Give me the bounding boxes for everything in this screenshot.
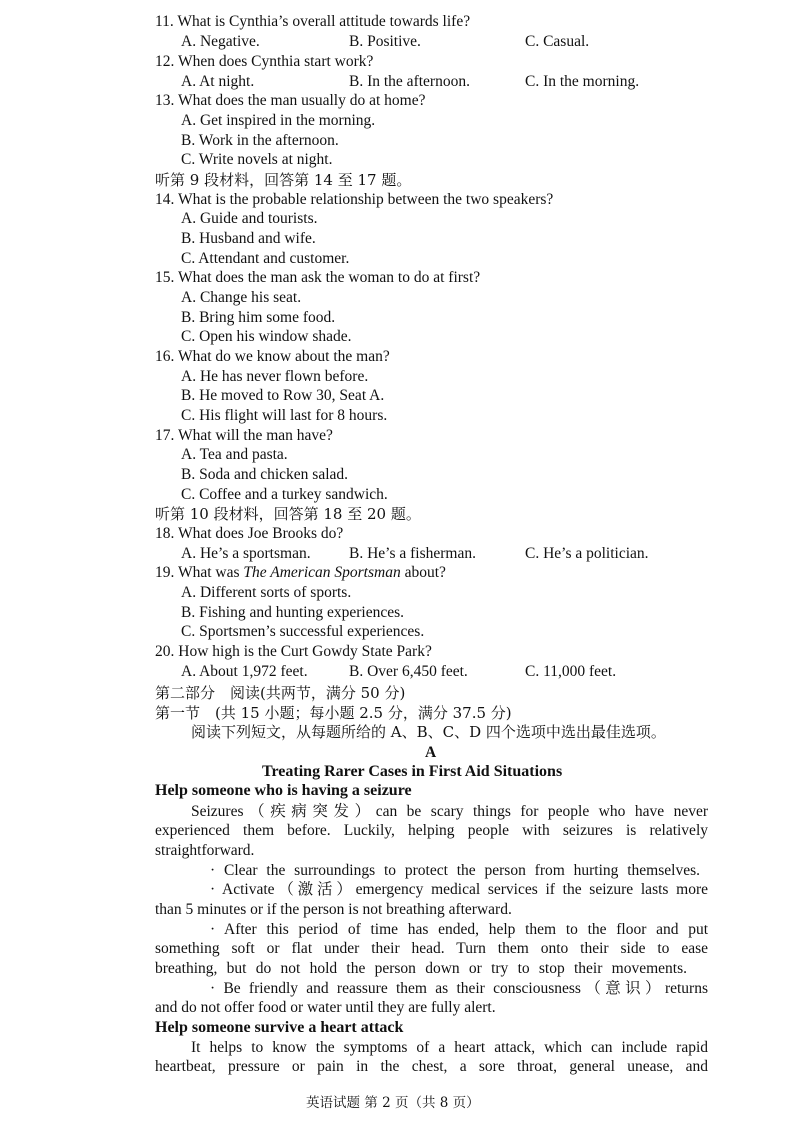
question-18-option-c: C. He’s a politician. xyxy=(525,545,649,562)
question-14-option-b: B. Husband and wife. xyxy=(181,230,316,247)
question-19-option-a: A. Different sorts of sports. xyxy=(181,584,352,601)
question-16-option-b: B. He moved to Row 30, Seat A. xyxy=(181,387,385,404)
section-heading-seizure: Help someone who is having a seizure xyxy=(155,782,412,799)
paragraph-1-line-3: straightforward. xyxy=(155,842,255,859)
bullet-2-line-2: than 5 minutes or if the person is not breathing afterward. xyxy=(155,901,512,918)
paragraph-2-line-2: heartbeat, pressure or pain in the chest, a sore throat, general unease, and xyxy=(155,1058,708,1075)
bullet-4-line-2: and do not offer food or water until they are fully alert. xyxy=(155,999,496,1016)
question-20-option-a: A. About 1,972 feet. xyxy=(181,663,308,680)
question-19-program-title: The American Sportsman xyxy=(243,564,401,581)
question-15-stem: 15. What does the man ask the woman to do at first? xyxy=(155,269,481,286)
question-20-stem: 20. How high is the Curt Gowdy State Park? xyxy=(155,643,432,660)
question-17-option-b: B. Soda and chicken salad. xyxy=(181,466,349,483)
passage-title: Treating Rarer Cases in First Aid Situations xyxy=(262,763,563,780)
question-12-option-c: C. In the morning. xyxy=(525,73,640,90)
question-18-option-a: A. He’s a sportsman. xyxy=(181,545,311,562)
bullet-3-line-1: · After this period of time has ended, help them to the floor and put xyxy=(210,921,708,938)
question-16-stem: 16. What do we know about the man? xyxy=(155,348,390,365)
question-13-option-c: C. Write novels at night. xyxy=(181,151,333,168)
question-17-option-a: A. Tea and pasta. xyxy=(181,446,288,463)
question-15-option-c: C. Open his window shade. xyxy=(181,328,352,345)
question-17-stem: 17. What will the man have? xyxy=(155,427,333,444)
question-20-option-b: B. Over 6,450 feet. xyxy=(349,663,468,680)
question-16-option-c: C. His flight will last for 8 hours. xyxy=(181,407,388,424)
question-19-option-b: B. Fishing and hunting experiences. xyxy=(181,604,404,621)
question-11-option-a: A. Negative. xyxy=(181,33,260,50)
bullet-3-line-2: something soft or flat under their head. Turn them onto their side to ease xyxy=(155,940,708,957)
question-13-option-a: A. Get inspired in the morning. xyxy=(181,112,376,129)
question-11-option-b: B. Positive. xyxy=(349,33,421,50)
section-9-instruction: 听第 9 段材料，回答第 14 至 17 题。 xyxy=(155,171,412,189)
question-13-stem: 13. What does the man usually do at home? xyxy=(155,92,426,109)
paragraph-2-line-1: It helps to know the symptoms of a heart attack, which can include rapid xyxy=(191,1039,708,1056)
bullet-2-line-1: · Activate（激活）emergency medical services if the seizure lasts more xyxy=(210,881,708,898)
question-19-stem-start: 19. What was xyxy=(155,564,244,581)
question-14-option-c: C. Attendant and customer. xyxy=(181,250,350,267)
question-15-option-b: B. Bring him some food. xyxy=(181,309,336,326)
passage-letter: A xyxy=(425,744,437,761)
question-14-stem: 14. What is the probable relationship between the two speakers? xyxy=(155,191,554,208)
question-12-option-a: A. At night. xyxy=(181,73,255,90)
paragraph-1-line-2: experienced them before. Luckily, helping people with seizures is relatively xyxy=(155,822,708,839)
question-20-option-c: C. 11,000 feet. xyxy=(525,663,617,680)
question-18-option-b: B. He’s a fisherman. xyxy=(349,545,476,562)
bullet-4-line-1: · Be friendly and reassure them as their consciousness（意识）returns xyxy=(210,980,708,997)
question-17-option-c: C. Coffee and a turkey sandwich. xyxy=(181,486,388,503)
part-2-section-1-heading: 第一节 (共 15 小题；每小题 2.5 分，满分 37.5 分) xyxy=(155,704,512,722)
question-16-option-a: A. He has never flown before. xyxy=(181,368,369,385)
question-19-stem xyxy=(155,563,446,583)
bullet-3-line-3: breathing, but do not hold the person down or try to stop their movements. xyxy=(155,960,687,977)
paragraph-1-line-1: Seizures（疾病突发）can be scary things for people who have never xyxy=(191,803,708,820)
question-15-option-a: A. Change his seat. xyxy=(181,289,302,306)
question-19-option-c: C. Sportsmen’s successful experiences. xyxy=(181,623,425,640)
section-heading-heart-attack: Help someone survive a heart attack xyxy=(155,1019,404,1036)
question-12-option-b: B. In the afternoon. xyxy=(349,73,470,90)
question-12-stem: 12. When does Cynthia start work? xyxy=(155,53,374,70)
part-2-heading: 第二部分 阅读(共两节，满分 50 分) xyxy=(155,684,406,702)
question-13-option-b: B. Work in the afternoon. xyxy=(181,132,339,149)
question-11-stem: 11. What is Cynthia’s overall attitude towards life? xyxy=(155,13,471,30)
question-11-option-c: C. Casual. xyxy=(525,33,590,50)
reading-directions: 阅读下列短文，从每题所给的 A、B、C、D 四个选项中选出最佳选项。 xyxy=(191,723,666,741)
question-14-option-a: A. Guide and tourists. xyxy=(181,210,318,227)
question-18-stem: 18. What does Joe Brooks do? xyxy=(155,525,344,542)
bullet-1: · Clear the surroundings to protect the person from hurting themselves. xyxy=(210,862,700,879)
page-footer: 英语试题 第 2 页（共 8 页） xyxy=(306,1095,480,1111)
question-19-stem-end: about? xyxy=(400,564,446,581)
section-10-instruction: 听第 10 段材料，回答第 18 至 20 题。 xyxy=(155,505,421,523)
